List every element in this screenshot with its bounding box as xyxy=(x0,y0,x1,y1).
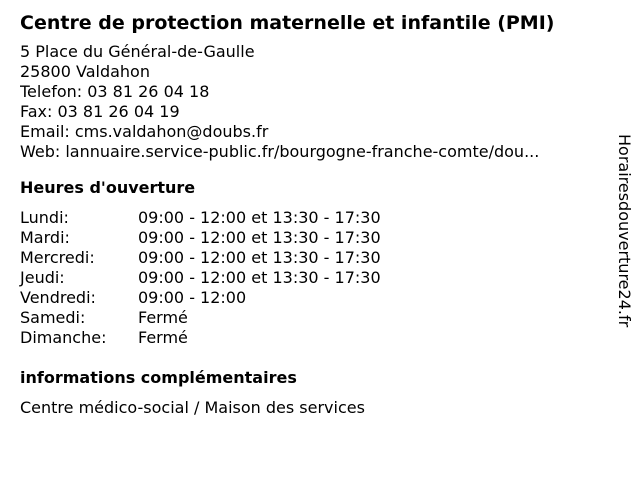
hours-row-saturday xyxy=(20,308,610,328)
hours-row-friday xyxy=(20,288,610,308)
side-watermark xyxy=(612,134,636,370)
hours-row-tuesday xyxy=(20,228,610,248)
hours-row-sunday xyxy=(20,328,610,348)
email-address[interactable]: Email: cms.valdahon@doubs.fr xyxy=(20,122,269,141)
day-label: Lundi: xyxy=(20,208,69,227)
time-range: 09:00 - 12:00 et 13:30 - 17:30 xyxy=(138,268,381,287)
page-title: Centre de protection maternelle et infantile (PMI) xyxy=(20,12,555,34)
time-range: 09:00 - 12:00 xyxy=(138,288,247,307)
day-label: Vendredi: xyxy=(20,288,96,307)
website-link[interactable]: Web: lannuaire.service-public.fr/bourgogne-franche-comte/dou... xyxy=(20,142,540,161)
day-label: Mercredi: xyxy=(20,248,95,267)
side-watermark-text: Horairesdouverture24.fr xyxy=(615,134,634,328)
hours-row-wednesday xyxy=(20,248,610,268)
time-range: Fermé xyxy=(138,328,188,347)
day-label: Mardi: xyxy=(20,228,70,247)
time-range: 09:00 - 12:00 et 13:30 - 17:30 xyxy=(138,228,381,247)
day-label: Dimanche: xyxy=(20,328,107,347)
address-street: 5 Place du Général-de-Gaulle xyxy=(20,42,255,61)
time-range: Fermé xyxy=(138,308,188,327)
hours-row-thursday xyxy=(20,268,610,288)
time-range: 09:00 - 12:00 et 13:30 - 17:30 xyxy=(138,248,381,267)
fax-number: Fax: 03 81 26 04 19 xyxy=(20,102,180,121)
address-city: 25800 Valdahon xyxy=(20,62,150,81)
day-label: Samedi: xyxy=(20,308,86,327)
day-label: Jeudi: xyxy=(20,268,65,287)
opening-hours-table xyxy=(20,208,610,348)
listing-card xyxy=(20,8,610,418)
contact-block xyxy=(20,42,610,162)
phone-number[interactable]: Telefon: 03 81 26 04 18 xyxy=(20,82,210,101)
hours-row-monday xyxy=(20,208,610,228)
additional-info-text: Centre médico-social / Maison des services xyxy=(20,398,365,417)
time-range: 09:00 - 12:00 et 13:30 - 17:30 xyxy=(138,208,381,227)
opening-hours-heading: Heures d'ouverture xyxy=(20,178,196,197)
additional-info-heading: informations complémentaires xyxy=(20,368,297,387)
